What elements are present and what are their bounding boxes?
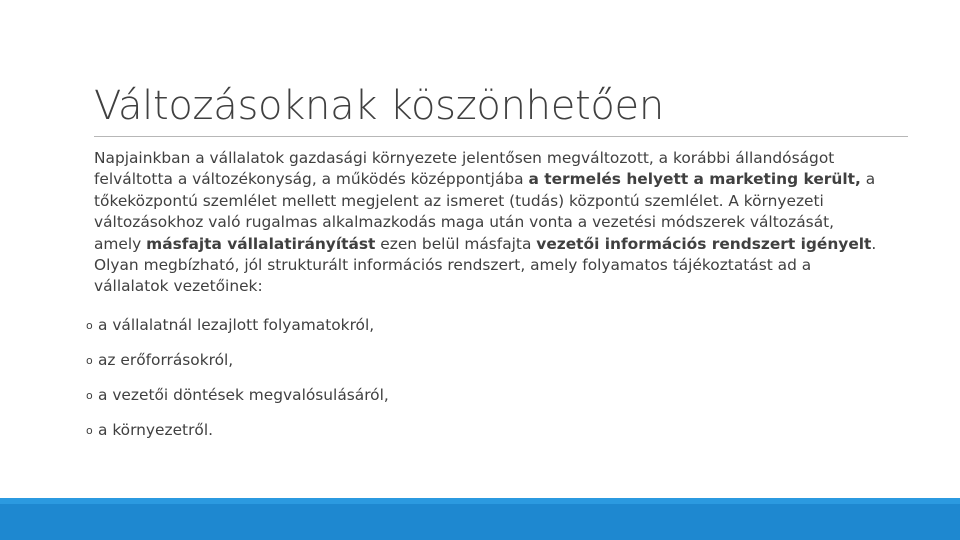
slide-title: Változásoknak köszönhetően <box>94 83 664 129</box>
paragraph-run: a tőkeközpontú szemlélet mellett megjelent az ismeret (tudás) központú szemlélet. A környezeti változásokhoz való rugalmas alkalmazkodás maga után vonta a vezetési módszerek változását, amely <box>94 170 876 253</box>
bullet-text: a vezetői döntések megvalósulásáról, <box>98 386 389 404</box>
paragraph-run-bold: a termelés helyett a marketing került, <box>528 170 861 189</box>
body-paragraph <box>94 148 884 298</box>
bullet-item <box>86 315 389 350</box>
paragraph-run-bold: másfajta vállalatirányítást <box>146 234 376 253</box>
footer-accent-bar <box>0 498 960 540</box>
bullet-text: a környezetről. <box>98 421 213 439</box>
bullet-marker-icon: o <box>86 354 93 367</box>
bullet-marker-icon: o <box>86 319 93 332</box>
bullet-item <box>86 350 389 385</box>
bullet-item <box>86 385 389 420</box>
paragraph-run: Napjainkban a vállalatok gazdasági környezete jelentősen megváltozott, a korábbi állandóságot felváltotta a változékonyság, a működés középpontjába <box>94 149 835 189</box>
bullet-text: az erőforrásokról, <box>98 351 234 369</box>
footer-accent-highlight <box>0 498 960 504</box>
paragraph-run: . Olyan megbízható, jól strukturált információs rendszert, amely folyamatos tájékoztatást ad a vállalatok vezetőinek: <box>94 234 877 296</box>
bullet-list <box>86 315 389 455</box>
title-divider <box>94 136 908 137</box>
bullet-item <box>86 420 389 455</box>
bullet-text: a vállalatnál lezajlott folyamatokról, <box>98 316 375 334</box>
paragraph-run: ezen belül másfajta <box>375 234 537 253</box>
bullet-marker-icon: o <box>86 389 93 402</box>
paragraph-run-bold: vezetői információs rendszert igényelt <box>536 234 872 253</box>
bullet-marker-icon: o <box>86 424 93 437</box>
